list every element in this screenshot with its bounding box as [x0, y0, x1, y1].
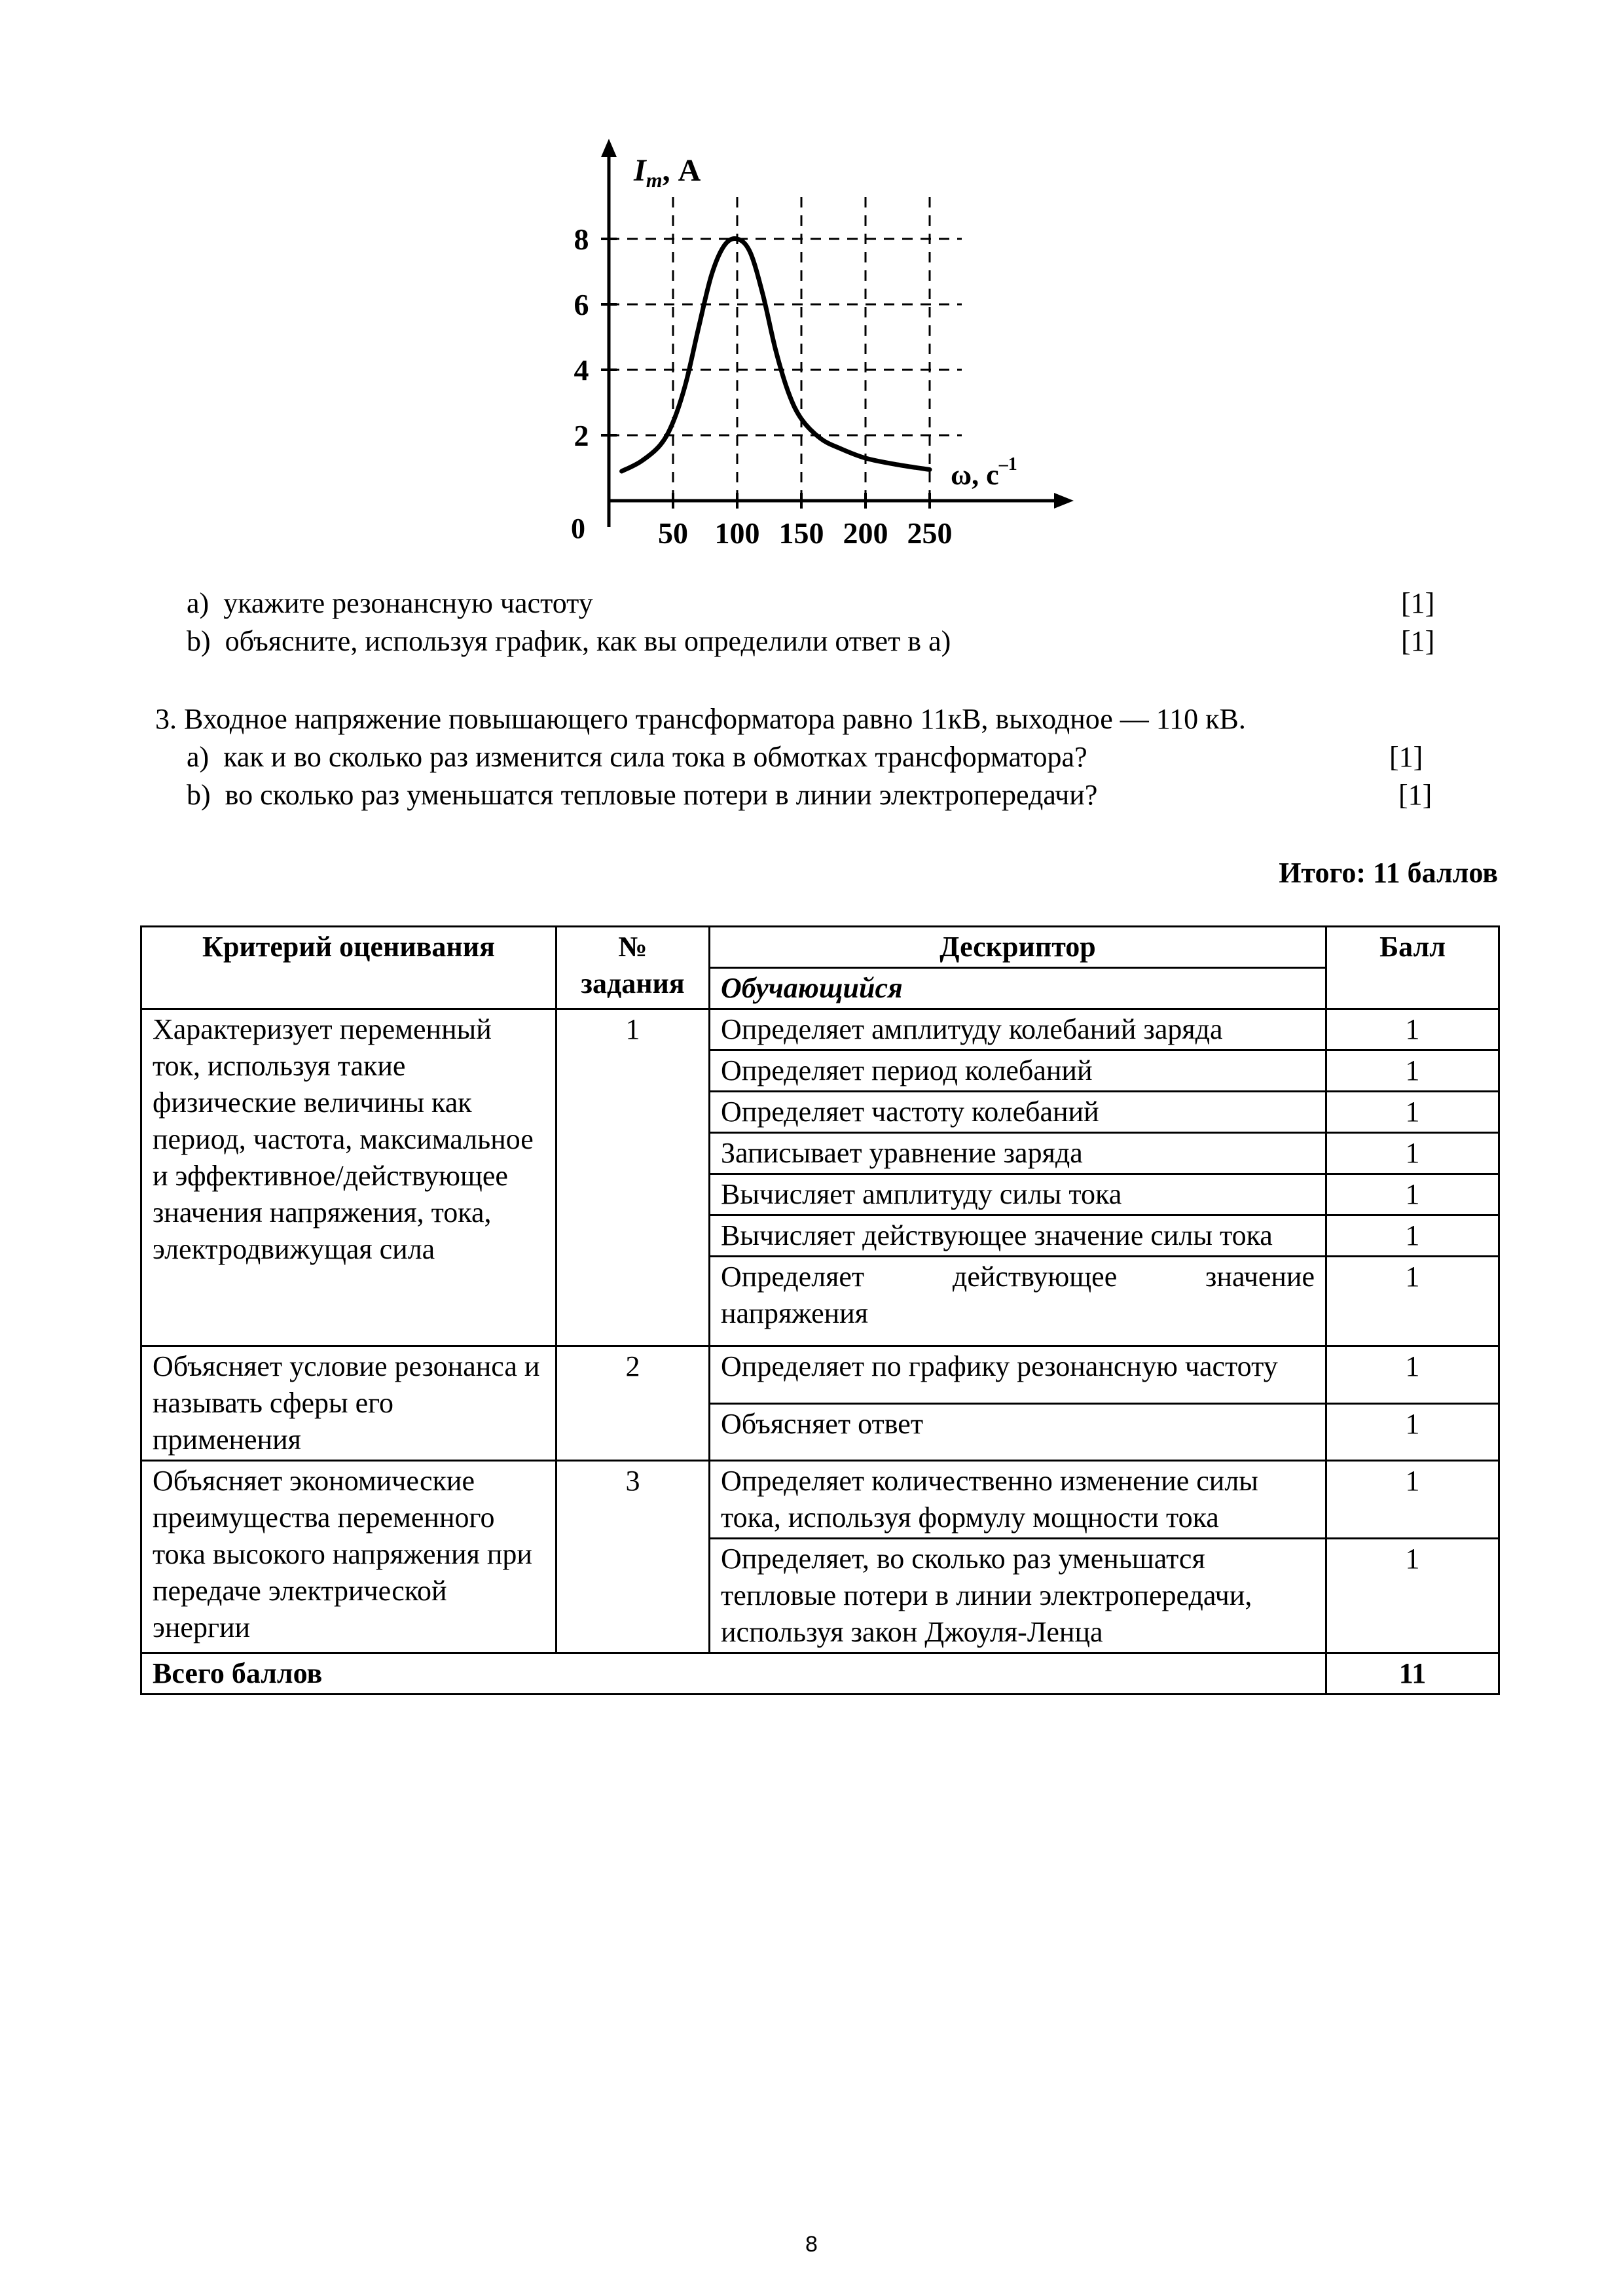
page-number: 8: [805, 2232, 818, 2257]
descriptor-line-1: Определяет действующее значение: [721, 1261, 1315, 1293]
y-axis-label: [633, 153, 701, 192]
x-tick-label: 150: [778, 516, 824, 550]
table-row: [141, 1461, 1499, 1539]
descriptor-cell: Вычисляет амплитуду силы тока: [710, 1174, 1326, 1215]
score-cell: 1: [1326, 1009, 1499, 1050]
score-cell: 1: [1326, 1174, 1499, 1215]
question-2b-text: объясните, используя график, как вы определили ответ в а): [225, 625, 951, 657]
chart-grid: [609, 193, 962, 501]
descriptor-cell: Определяет, во сколько раз уменьшатся тепловые потери в линии электропередачи, используя закон Джоуля-Ленца: [710, 1539, 1326, 1653]
header-task-number-line1: №: [618, 931, 647, 963]
task-number-cell: 3: [556, 1461, 710, 1653]
assessment-rubric-table: [140, 925, 1500, 1695]
score-cell: 1: [1326, 1539, 1499, 1653]
x-tick-label: 50: [658, 516, 688, 550]
question-2a-label: а): [187, 587, 210, 619]
score-cell: 1: [1326, 1092, 1499, 1133]
y-tick-label: 4: [574, 353, 589, 387]
question-2b: [187, 623, 951, 660]
y-axis-arrow: [601, 139, 617, 157]
criterion-cell: Объясняет условие резонанса и называть сферы его применения: [141, 1346, 556, 1461]
question-2a-mark: [1]: [1401, 587, 1435, 619]
descriptor-cell: [710, 1257, 1326, 1346]
question-3a-mark: [1]: [1389, 741, 1423, 773]
descriptor-cell: Определяет период колебаний: [710, 1050, 1326, 1092]
criterion-cell: Объясняет экономические преимущества переменного тока высокого напряжения при передаче электрической энергии: [141, 1461, 556, 1653]
origin-label: 0: [571, 512, 585, 545]
x-axis-symbol: ω, с: [951, 459, 999, 491]
descriptor-cell: Вычисляет действующее значение силы тока: [710, 1215, 1326, 1257]
descriptor-cell: Определяет частоту колебаний: [710, 1092, 1326, 1133]
x-axis-arrow: [1054, 493, 1074, 509]
score-cell: 1: [1326, 1257, 1499, 1346]
x-tick-label: 200: [843, 516, 888, 550]
y-tick-label: 6: [574, 288, 589, 321]
criterion-cell: Характеризует переменный ток, используя такие физические величины как период, частота, максимальное и эффективное/действующее значения напряжения, тока, электродвижущая сила: [141, 1009, 556, 1346]
score-cell: 1: [1326, 1403, 1499, 1461]
question-3a-text: как и во сколько раз изменится сила тока в обмотках трансформатора?: [223, 741, 1087, 773]
question-2b-mark: [1]: [1401, 625, 1435, 657]
resonance-curve-chart: [550, 137, 1074, 556]
descriptor-cell: Объясняет ответ: [710, 1403, 1326, 1461]
x-axis-superscript: –1: [998, 454, 1017, 475]
task-number-cell: 2: [556, 1346, 710, 1461]
table-total-row: [141, 1653, 1499, 1695]
header-criterion: Критерий оценивания: [141, 927, 556, 1009]
table-row: [141, 1346, 1499, 1404]
question-3b: [187, 777, 1097, 814]
question-2a-text: укажите резонансную частоту: [223, 587, 593, 619]
y-axis-symbol: I: [634, 153, 646, 188]
question-3b-text: во сколько раз уменьшатся тепловые потери в линии электропередачи?: [225, 779, 1098, 811]
question-3a: [187, 739, 1087, 776]
score-cell: 1: [1326, 1050, 1499, 1092]
question-2b-label: b): [187, 625, 211, 657]
score-cell: 1: [1326, 1215, 1499, 1257]
table-header-row: [141, 927, 1499, 968]
total-label-cell: Всего баллов: [141, 1653, 1326, 1695]
y-tick-label: 2: [574, 419, 589, 452]
y-tick-label: 8: [574, 223, 589, 256]
question-3a-label: а): [187, 741, 210, 773]
question-3: 3. Входное напряжение повышающего трансформатора равно 11кВ, выходное — 110 кВ.: [155, 703, 1246, 735]
descriptor-cell: Определяет амплитуду колебаний заряда: [710, 1009, 1326, 1050]
header-task-number: [556, 927, 710, 1009]
header-task-number-line2: задания: [581, 967, 685, 999]
y-axis-subscript: m: [646, 168, 663, 192]
score-cell: 1: [1326, 1461, 1499, 1539]
header-descriptor-sub: Обучающийся: [710, 968, 1326, 1009]
total-value-cell: 11: [1326, 1653, 1499, 1695]
question-3b-mark: [1]: [1398, 779, 1432, 811]
x-axis-label: [951, 454, 1017, 491]
question-2a: [187, 585, 593, 622]
descriptor-cell: Определяет по графику резонансную частоту: [710, 1346, 1326, 1404]
task-number-cell: 1: [556, 1009, 710, 1346]
total-points-line: Итого: 11 баллов: [1279, 857, 1498, 889]
descriptor-line-2: напряжения: [721, 1297, 868, 1329]
y-axis-unit: , А: [662, 153, 701, 188]
table-row: [141, 1009, 1499, 1050]
score-cell: 1: [1326, 1346, 1499, 1404]
x-tick-label: 100: [714, 516, 760, 550]
header-descriptor: Дескриптор: [710, 927, 1326, 968]
question-3b-label: b): [187, 779, 211, 811]
descriptor-cell: Определяет количественно изменение силы тока, используя формулу мощности тока: [710, 1461, 1326, 1539]
x-tick-label: 250: [907, 516, 953, 550]
header-score: Балл: [1326, 927, 1499, 1009]
series-line: [622, 239, 930, 471]
descriptor-cell: Записывает уравнение заряда: [710, 1133, 1326, 1174]
score-cell: 1: [1326, 1133, 1499, 1174]
